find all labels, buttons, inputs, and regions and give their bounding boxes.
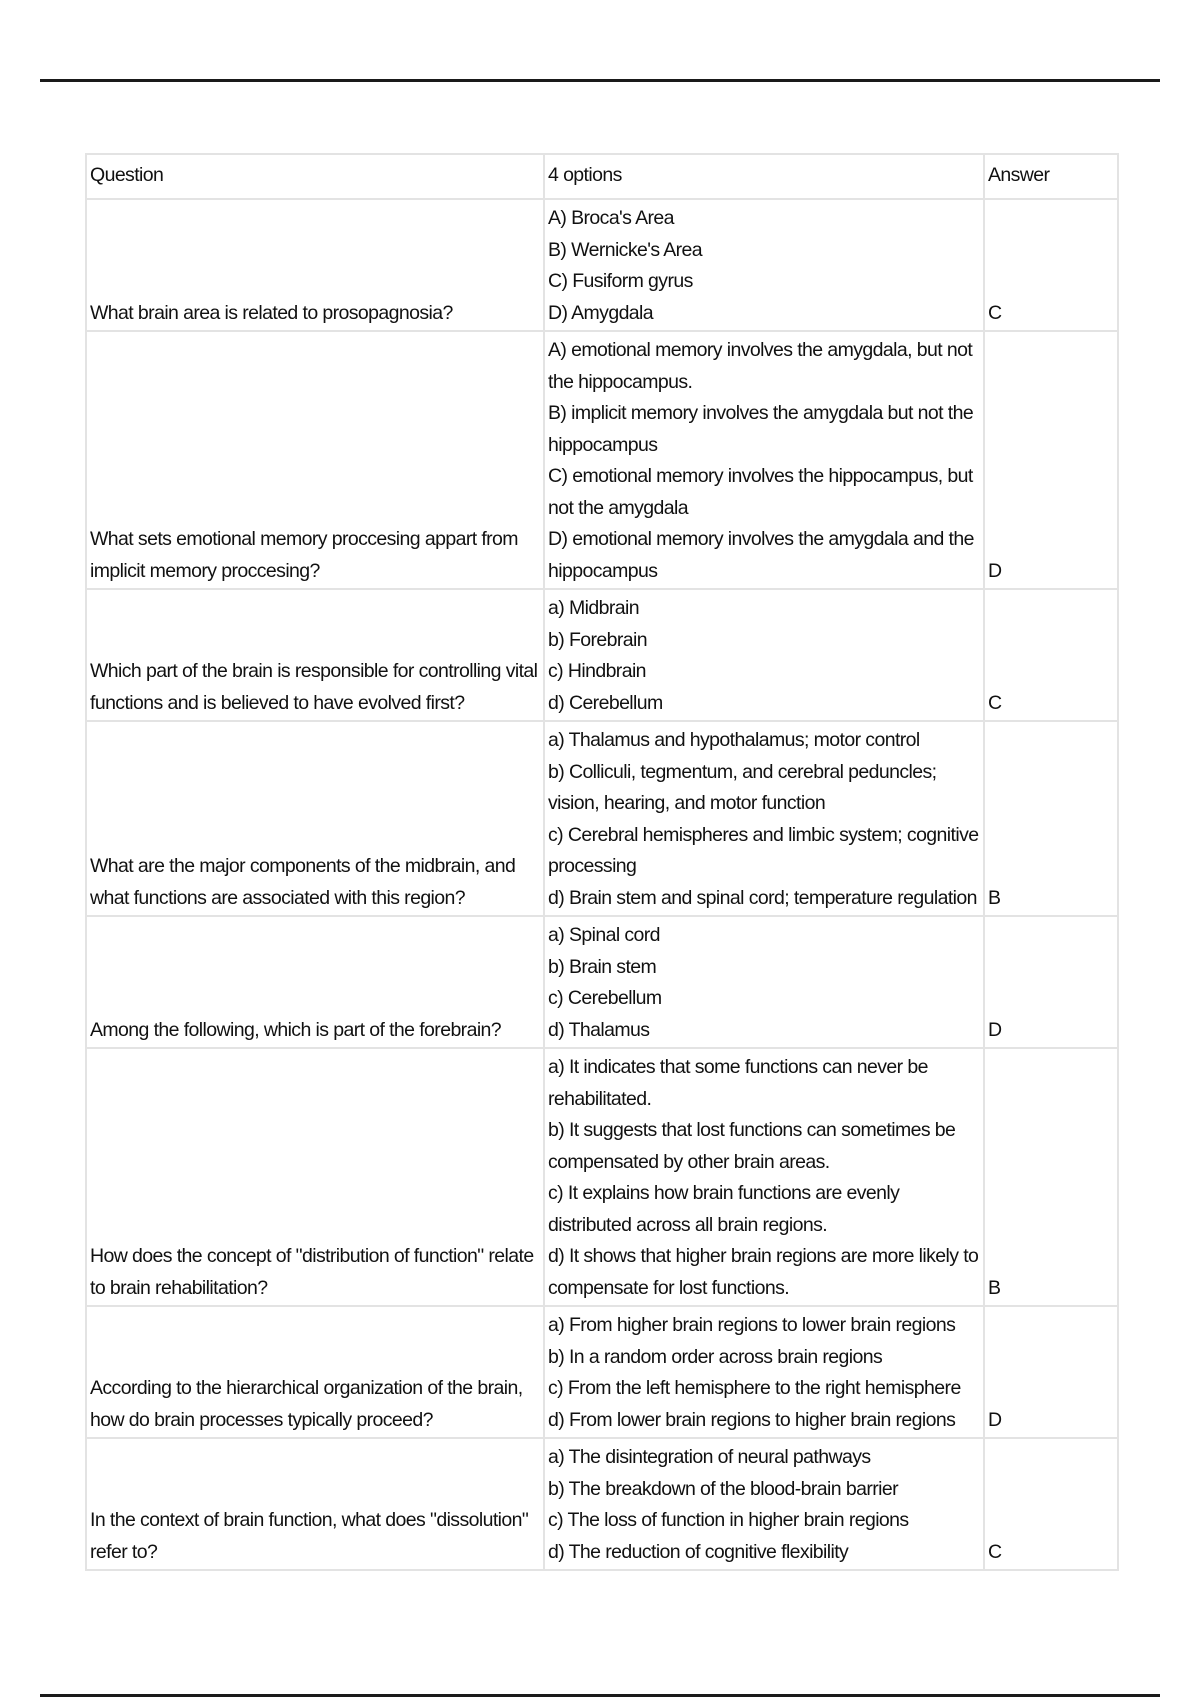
header-options: 4 options xyxy=(544,154,984,199)
table-row xyxy=(86,1306,1118,1438)
answer-cell: D xyxy=(984,916,1118,1048)
options-cell xyxy=(544,589,984,721)
header-answer: Answer xyxy=(984,154,1118,199)
option-item: d) Cerebellum xyxy=(548,691,663,714)
options-cell xyxy=(544,1438,984,1570)
question-cell: What brain area is related to prosopagnosia? xyxy=(86,199,544,331)
options-cell xyxy=(544,199,984,331)
header-row xyxy=(86,154,1118,199)
quiz-table xyxy=(85,153,1119,1571)
option-item: a) Midbrain xyxy=(548,597,639,619)
option-item: b) In a random order across brain regions xyxy=(548,1345,883,1368)
question-cell: How does the concept of "distribution of function" relate to brain rehabilitation? xyxy=(86,1048,544,1306)
option-item: a) It indicates that some functions can never be rehabilitated. xyxy=(548,1056,928,1110)
answer-cell: D xyxy=(984,331,1118,589)
table-row xyxy=(86,199,1118,331)
option-item: D) emotional memory involves the amygdala and the hippocampus xyxy=(548,528,974,582)
option-item: c) Hindbrain xyxy=(548,660,646,682)
option-item: a) Spinal cord xyxy=(548,924,660,946)
options-cell xyxy=(544,331,984,589)
option-item: a) Thalamus and hypothalamus; motor control xyxy=(548,729,920,751)
option-item: c) The loss of function in higher brain regions xyxy=(548,1509,909,1531)
option-item: c) Cerebral hemispheres and limbic system; cognitive processing xyxy=(548,823,979,877)
option-item: d) It shows that higher brain regions are more likely to compensate for lost functions. xyxy=(548,1245,979,1299)
header-question: Question xyxy=(86,154,544,199)
option-item: D) Amygdala xyxy=(548,301,654,324)
table-row xyxy=(86,1048,1118,1306)
table-row xyxy=(86,1438,1118,1570)
answer-cell: C xyxy=(984,199,1118,331)
options-cell xyxy=(544,1306,984,1438)
table-row xyxy=(86,916,1118,1048)
option-item: c) From the left hemisphere to the right hemisphere xyxy=(548,1377,961,1399)
option-item: C) emotional memory involves the hippocampus, but not the amygdala xyxy=(548,465,973,519)
answer-cell: B xyxy=(984,1048,1118,1306)
option-item: C) Fusiform gyrus xyxy=(548,270,693,292)
option-item: a) The disintegration of neural pathways xyxy=(548,1446,871,1468)
option-item: d) The reduction of cognitive flexibility xyxy=(548,1540,849,1563)
table-body xyxy=(86,199,1118,1570)
options-cell xyxy=(544,1048,984,1306)
option-item: c) It explains how brain functions are evenly distributed across all brain regions. xyxy=(548,1182,900,1236)
answer-cell: B xyxy=(984,721,1118,916)
top-rule xyxy=(40,79,1160,82)
options-cell xyxy=(544,916,984,1048)
option-item: a) From higher brain regions to lower brain regions xyxy=(548,1314,956,1336)
option-item: b) Colliculi, tegmentum, and cerebral peduncles; vision, hearing, and motor function xyxy=(548,760,937,814)
option-item: B) Wernicke's Area xyxy=(548,238,703,261)
options-cell xyxy=(544,721,984,916)
question-cell: What are the major components of the midbrain, and what functions are associated with this region? xyxy=(86,721,544,916)
question-cell: Among the following, which is part of the forebrain? xyxy=(86,916,544,1048)
answer-cell: C xyxy=(984,589,1118,721)
question-cell: Which part of the brain is responsible for controlling vital functions and is believed to have evolved first? xyxy=(86,589,544,721)
question-cell: In the context of brain function, what does "dissolution" refer to? xyxy=(86,1438,544,1570)
option-item: d) From lower brain regions to higher brain regions xyxy=(548,1408,956,1431)
option-item: c) Cerebellum xyxy=(548,987,662,1009)
option-item: b) Forebrain xyxy=(548,628,648,651)
table-row xyxy=(86,331,1118,589)
option-item: B) implicit memory involves the amygdala but not the hippocampus xyxy=(548,402,974,456)
option-item: A) Broca's Area xyxy=(548,207,674,229)
option-item: d) Thalamus xyxy=(548,1018,650,1041)
answer-cell: D xyxy=(984,1306,1118,1438)
option-item: d) Brain stem and spinal cord; temperature regulation xyxy=(548,886,977,909)
option-item: b) Brain stem xyxy=(548,955,657,978)
question-cell: What sets emotional memory proccesing appart from implicit memory proccesing? xyxy=(86,331,544,589)
table-row xyxy=(86,721,1118,916)
answer-cell: C xyxy=(984,1438,1118,1570)
option-item: A) emotional memory involves the amygdala, but not the hippocampus. xyxy=(548,339,973,393)
table-row xyxy=(86,589,1118,721)
option-item: b) It suggests that lost functions can sometimes be compensated by other brain areas. xyxy=(548,1119,956,1173)
bottom-rule xyxy=(40,1694,1160,1697)
question-cell: According to the hierarchical organization of the brain, how do brain processes typically proceed? xyxy=(86,1306,544,1438)
option-item: b) The breakdown of the blood-brain barrier xyxy=(548,1477,898,1500)
